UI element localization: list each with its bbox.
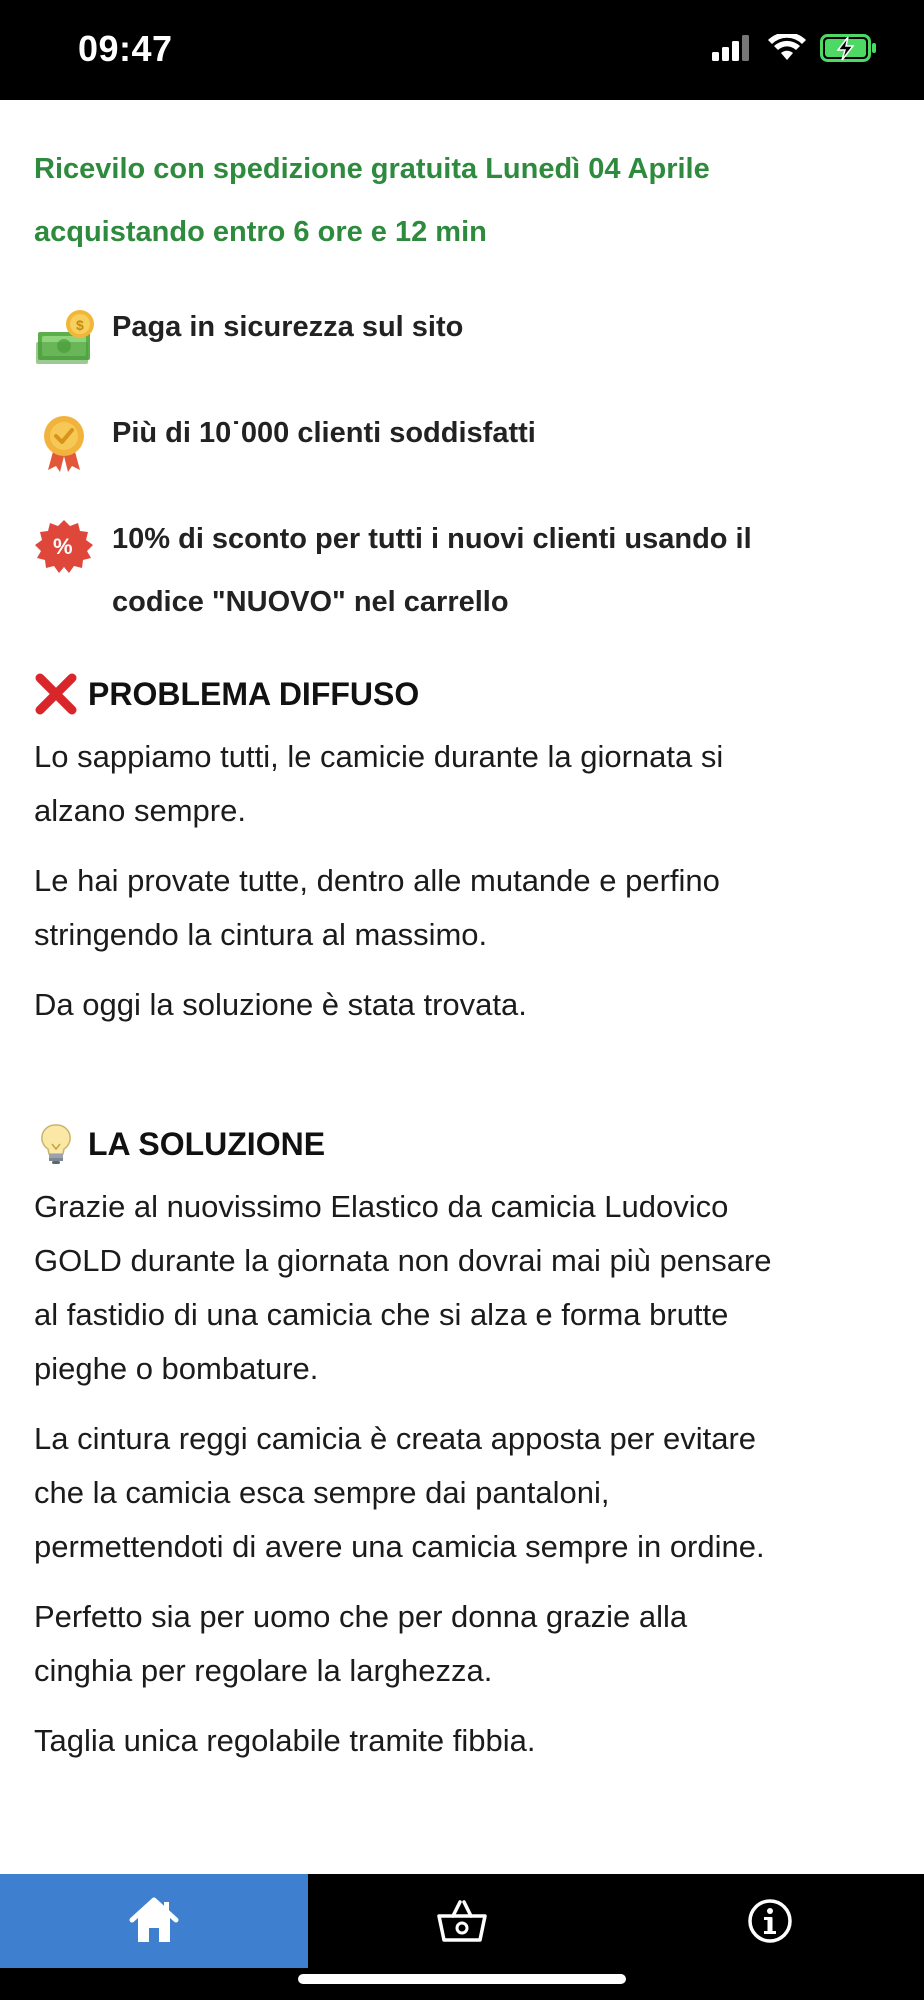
problem-title: PROBLEMA DIFFUSO: [88, 675, 420, 712]
feature-text: Paga in sicurezza sul sito: [112, 311, 464, 343]
money-icon: [34, 306, 100, 368]
text-line: che la camicia esca sempre dai pantaloni,: [34, 1475, 610, 1510]
svg-text:$: $: [76, 317, 84, 333]
status-time: 09:47: [78, 28, 173, 69]
svg-text:%: %: [53, 534, 73, 559]
solution-title: LA SOLUZIONE: [88, 1125, 326, 1162]
nav-home-button[interactable]: [0, 1874, 308, 1968]
problem-paragraph-1: [34, 730, 890, 838]
status-icons: [710, 34, 878, 62]
info-icon: [747, 1898, 793, 1944]
nav-basket-button[interactable]: [308, 1874, 616, 1968]
product-description: [0, 100, 924, 1874]
text-line: alzano sempre.: [34, 793, 246, 828]
solution-paragraph-3: [34, 1590, 890, 1698]
text-line: pieghe o bombature.: [34, 1351, 319, 1386]
feature-secure-payment: [34, 302, 890, 368]
text-line: stringendo la cintura al massimo.: [34, 917, 488, 952]
shipping-info: [34, 138, 890, 264]
bottom-nav: [0, 1874, 924, 2000]
shipping-line-2: acquistando entro 6 ore e 12 min: [34, 216, 487, 248]
red-x-icon: [34, 672, 78, 716]
feature-text: Più di 10˙000 clienti soddisfatti: [112, 417, 536, 449]
solution-paragraph-2: [34, 1412, 890, 1574]
light-bulb-icon: [34, 1122, 78, 1166]
problem-paragraph-2: [34, 854, 890, 962]
discount-badge-icon: [34, 518, 100, 580]
text-line: Grazie al nuovissimo Elastico da camicia Ludovico: [34, 1189, 729, 1224]
home-icon: [128, 1896, 180, 1946]
text-line: Le hai provate tutte, dentro alle mutande e perfino: [34, 863, 720, 898]
status-bar: [0, 0, 924, 100]
nav-info-button[interactable]: [616, 1874, 924, 1968]
feature-text-line-1: 10% di sconto per tutti i nuovi clienti usando il: [112, 523, 752, 555]
battery-charging-icon: [820, 34, 878, 62]
feature-satisfied-clients: [34, 408, 890, 474]
text-line: GOLD durante la giornata non dovrai mai più pensare: [34, 1243, 772, 1278]
solution-heading: [34, 1122, 890, 1166]
text-line: Lo sappiamo tutti, le camicie durante la giornata si: [34, 739, 724, 774]
basket-icon: [436, 1898, 488, 1944]
problem-paragraph-3: [34, 978, 890, 1032]
text-line: Perfetto sia per uomo che per donna grazie alla: [34, 1599, 688, 1634]
text-line: cinghia per regolare la larghezza.: [34, 1653, 493, 1688]
cellular-signal-icon: [710, 35, 754, 61]
shipping-line-1: Ricevilo con spedizione gratuita Lunedì 04 Aprile: [34, 153, 710, 185]
feature-discount: [34, 514, 890, 634]
problem-heading: [34, 672, 890, 716]
text-line: al fastidio di una camicia che si alza e forma brutte: [34, 1297, 729, 1332]
feature-text: [112, 508, 752, 634]
solution-paragraph-1: [34, 1180, 890, 1396]
medal-icon: [34, 412, 100, 474]
feature-text-line-2: codice "NUOVO" nel carrello: [112, 586, 509, 618]
text-line: Taglia unica regolabile tramite fibbia.: [34, 1723, 536, 1758]
home-indicator[interactable]: [298, 1974, 626, 1984]
text-line: Da oggi la soluzione è stata trovata.: [34, 987, 527, 1022]
text-line: permettendoti di avere una camicia sempre in ordine.: [34, 1529, 765, 1564]
wifi-icon: [768, 34, 806, 62]
text-line: La cintura reggi camicia è creata apposta per evitare: [34, 1421, 757, 1456]
solution-paragraph-4: [34, 1714, 890, 1768]
